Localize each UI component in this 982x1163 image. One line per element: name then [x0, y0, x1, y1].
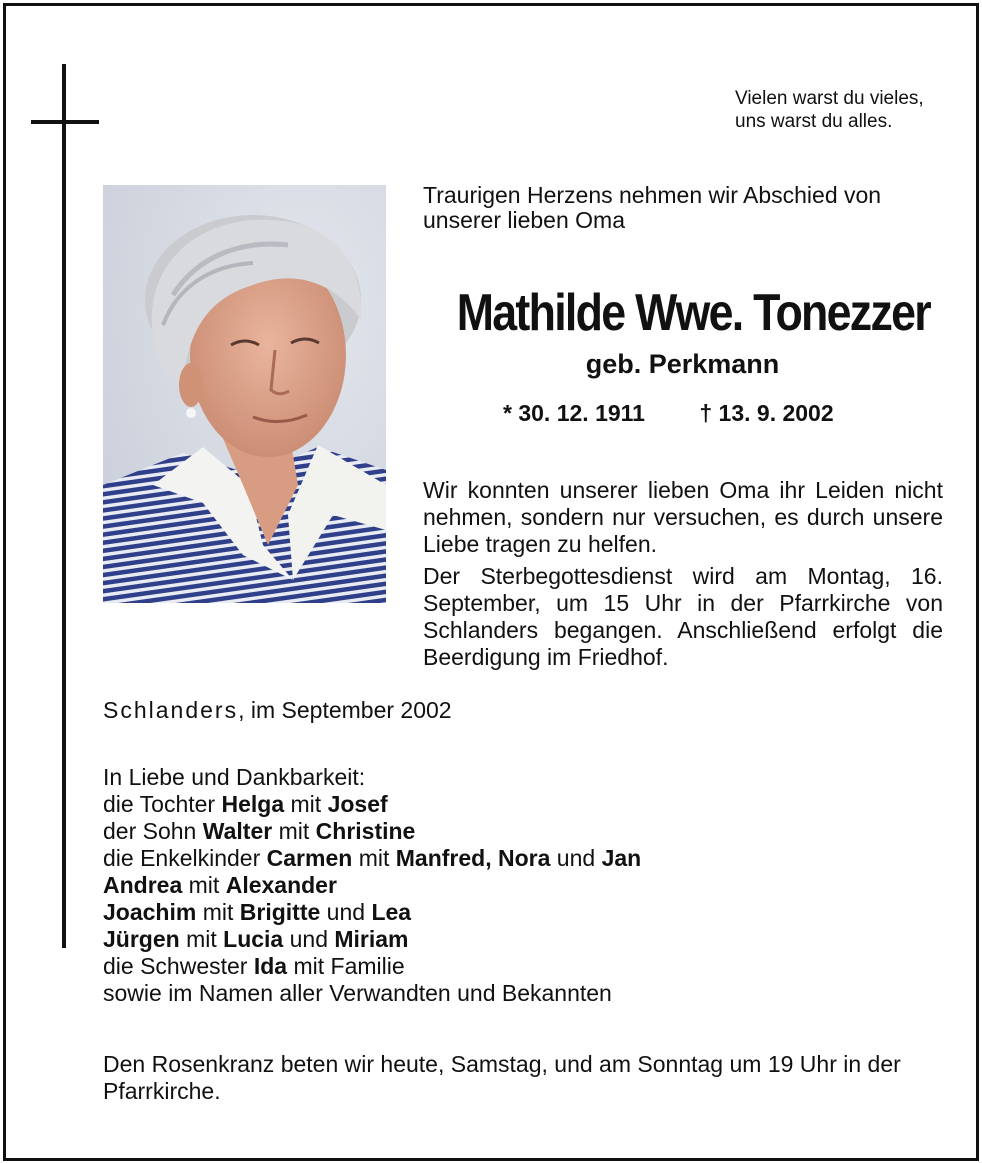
- death-date: † 13. 9. 2002: [699, 400, 834, 426]
- family-lines: [103, 791, 641, 1007]
- family-line: [103, 872, 641, 899]
- family-connector: sowie im Namen aller Verwandten und Bekannten: [103, 980, 612, 1006]
- family-connector: die Schwester: [103, 953, 254, 979]
- family-member-name: Helga: [221, 791, 285, 817]
- family-member-name: Andrea: [103, 872, 183, 898]
- family-line: [103, 845, 641, 872]
- family-member-name: Manfred, Nora: [395, 845, 551, 871]
- motto-line: uns warst du alles.: [735, 111, 893, 132]
- family-line: [103, 818, 641, 845]
- family-connector: mit: [284, 791, 328, 817]
- rosary-notice: Den Rosenkranz beten wir heute, Samstag, und am Sonntag um 19 Uhr in der Pfarrkirche.: [103, 1051, 901, 1104]
- family-connector: mit: [182, 872, 226, 898]
- place-date: [103, 697, 452, 724]
- family-connector: und: [320, 899, 372, 925]
- family-member-name: Christine: [315, 818, 416, 844]
- cross-icon-horizontal: [31, 120, 99, 124]
- family-member-name: Lucia: [223, 926, 284, 952]
- family-member-name: Carmen: [266, 845, 353, 871]
- family-list: [103, 764, 641, 1007]
- family-line: [103, 899, 641, 926]
- family-connector: und: [550, 845, 602, 871]
- family-member-name: Jürgen: [103, 926, 180, 952]
- intro-text: Traurigen Herzens nehmen wir Abschied von unserer lieben Oma: [423, 182, 882, 233]
- deceased-name: Mathilde Wwe. Tonezzer: [456, 284, 930, 342]
- family-connector: der Sohn: [103, 818, 203, 844]
- family-member-name: Ida: [253, 953, 288, 979]
- portrait-photo: [103, 185, 386, 603]
- family-connector: und: [283, 926, 335, 952]
- family-line: [103, 953, 641, 980]
- birth-name: geb. Perkmann: [585, 349, 780, 379]
- paragraph-funeral: Der Sterbegottesdienst wird am Montag, 16. September, um 15 Uhr in der Pfarrkirche von Schlanders begangen. Anschließend erfolgt die Beerdigung im Friedhof.: [423, 563, 943, 670]
- family-line: [103, 791, 641, 818]
- family-connector: mit Familie: [287, 953, 405, 979]
- motto-line: Vielen warst du vieles,: [735, 88, 924, 109]
- family-connector: mit: [196, 899, 240, 925]
- family-connector: die Tochter: [103, 791, 222, 817]
- family-member-name: Joachim: [103, 899, 197, 925]
- family-member-name: Miriam: [334, 926, 409, 952]
- life-dates: [503, 400, 834, 427]
- family-member-name: Lea: [371, 899, 412, 925]
- place-rest: , im September 2002: [238, 697, 452, 723]
- family-line: [103, 980, 641, 1007]
- family-connector: die Enkelkinder: [103, 845, 267, 871]
- motto: [735, 87, 924, 133]
- family-heading: In Liebe und Dankbarkeit:: [103, 764, 366, 790]
- family-connector: mit: [179, 926, 224, 952]
- cross-icon-vertical: [62, 64, 66, 948]
- family-member-name: Brigitte: [239, 899, 321, 925]
- family-member-name: Jan: [601, 845, 642, 871]
- paragraph-suffering: Wir konnten unserer lieben Oma ihr Leiden nicht nehmen, sondern nur versuchen, es durch unsere Liebe tragen zu helfen.: [423, 477, 943, 557]
- place-town: Schlanders: [103, 697, 239, 723]
- family-connector: mit: [272, 818, 316, 844]
- birth-date: * 30. 12. 1911: [503, 400, 645, 426]
- family-connector: mit: [352, 845, 396, 871]
- family-line: [103, 926, 641, 953]
- family-member-name: Walter: [202, 818, 273, 844]
- family-member-name: Alexander: [225, 872, 337, 898]
- family-member-name: Josef: [327, 791, 388, 817]
